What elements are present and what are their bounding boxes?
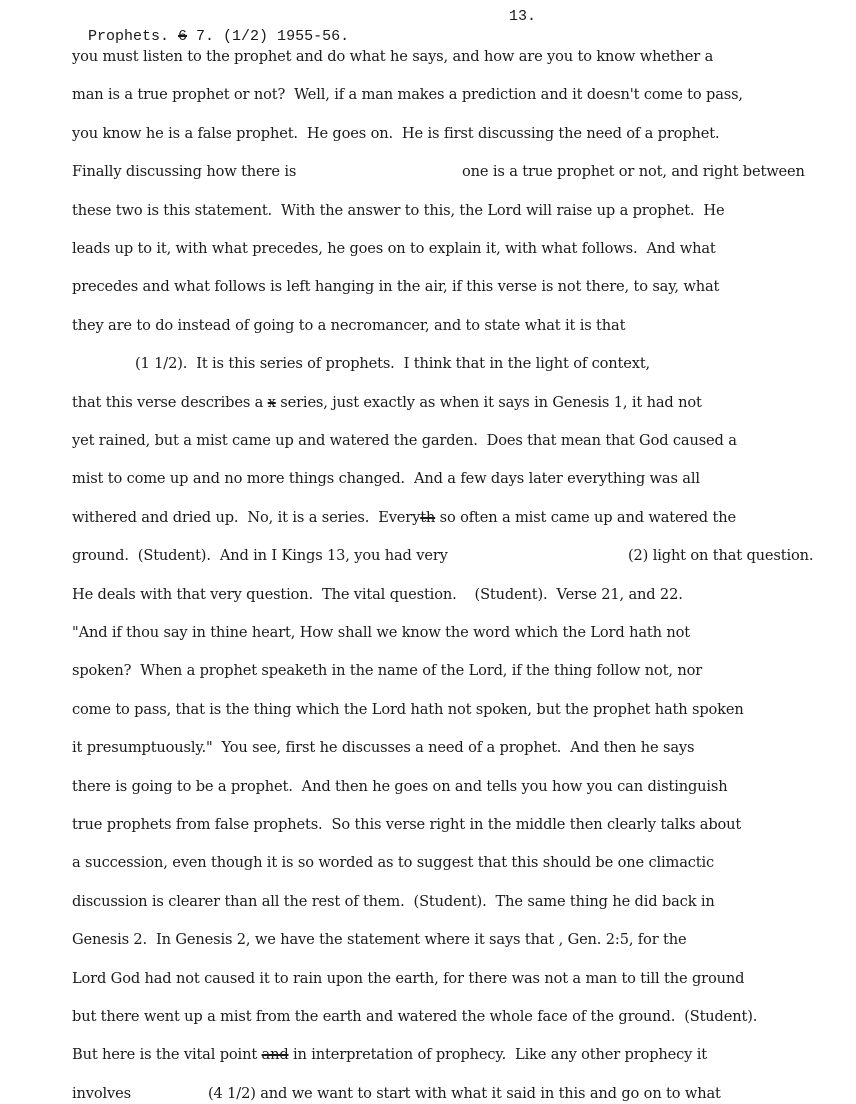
text-segment: He deals with that very question. The vital question. (Student). Verse 21, and 22. [72,585,683,603]
text-line [72,1007,757,1027]
text-line [72,969,744,989]
text-segment: you know he is a false prophet. He goes on. He is first discussing the need of a prophet. [72,124,720,142]
struck-text: 6 [178,28,188,45]
text-line [72,1045,707,1065]
text-line [72,162,805,182]
text-segment: Genesis 2. In Genesis 2, we have the statement where it says that , Gen. 2:5, for the [72,931,687,949]
text-line [72,661,702,681]
text-segment: mist to come up and no more things changed. And a few days later everything was all [72,470,700,488]
text-line [72,546,814,566]
text-segment: discussion is clearer than all the rest of them. (Student). The same thing he did back in [72,892,715,910]
text-segment: come to pass, that is the thing which the Lord hath not spoken, but the prophet hath spoken [72,700,744,718]
text-segment: so often a mist came up and watered the [435,508,736,526]
text-segment: (2) light on that question. [628,547,814,565]
text-segment: involves [72,1084,131,1102]
text-segment: one is a true prophet or not, and right between [462,163,805,181]
text-line [72,777,728,797]
text-line [72,508,736,528]
text-segment: but there went up a mist from the earth and watered the whole face of the ground. (Student). [72,1008,758,1025]
text-line [72,277,719,297]
page-number: 13. [509,8,537,25]
text-line [72,930,686,950]
text-segment: you must listen to the prophet and do what he says, and how are you to know whether a [72,48,714,65]
text-segment: true prophets from false prophets. So this verse right in the middle then clearly talks about [72,816,742,833]
struck-text: x [267,393,276,411]
text-line [72,469,700,489]
text-line [72,1084,721,1104]
text-line [72,85,743,105]
text-line [72,853,714,873]
text-segment: Finally discussing how there is [72,163,297,181]
text-line [72,47,713,67]
text-segment: that this verse describes a [72,393,268,411]
struck-text: th [420,508,436,526]
text-segment: series, just exactly as when it says in Genesis 1, it had not [275,393,702,411]
text-line [72,316,625,336]
text-segment: Lord God had not caused it to rain upon the earth, for there was not a man to till the ground [72,969,745,987]
text-segment: there is going to be a prophet. And then he goes on and tells you how you can distinguish [72,777,728,795]
text-segment: in interpretation of prophecy. Like any other prophecy it [288,1046,707,1064]
text-line [72,585,683,605]
text-segment: leads up to it, with what precedes, he goes on to explain it, with what follows. And what [72,240,716,257]
text-segment: spoken? When a prophet speaketh in the name of the Lord, if the thing follow not, nor [72,662,703,680]
text-segment: ground. (Student). And in I Kings 13, you had very [72,547,448,565]
text-line [72,623,690,643]
text-segment: it presumptuously." You see, first he discusses a need of a prophet. And then he says [72,739,695,757]
text-segment: But here is the vital point [72,1046,262,1064]
text-segment: "And if thou say in thine heart, How shall we know the word which the Lord hath not [72,624,690,641]
header-title-rest: 7. (1/2) 1955-56. [187,28,350,45]
text-line [72,431,737,451]
text-segment: (1 1/2). It is this series of prophets. I think that in the light of context, [135,355,651,373]
text-segment: they are to do instead of going to a necromancer, and to state what it is that [72,316,626,334]
text-segment: a succession, even though it is so worded as to suggest that this should be one climactic [72,854,715,872]
text-line [72,124,719,144]
text-line [72,239,716,259]
text-line [72,700,744,720]
page-header [70,7,350,45]
text-line [72,815,741,835]
text-line [72,738,694,758]
struck-text: and [261,1046,289,1064]
text-line [72,201,724,221]
text-segment: (4 1/2) and we want to start with what it said in this and go on to what [208,1084,721,1102]
text-segment: these two is this statement. With the answer to this, the Lord will raise up a prophet. He [72,201,725,219]
text-line [135,354,650,374]
text-segment: precedes and what follows is left hanging in the air, if this verse is not there, to say, what [72,278,720,296]
text-segment: yet rained, but a mist came up and watered the garden. Does that mean that God caused a [72,432,737,449]
text-line [72,393,702,413]
text-line [72,892,715,912]
text-segment: man is a true prophet or not? Well, if a man makes a prediction and it doesn't come to pass, [72,86,743,104]
header-title: Prophets. [88,28,179,45]
text-segment: withered and dried up. No, it is a series. Every [72,508,421,526]
